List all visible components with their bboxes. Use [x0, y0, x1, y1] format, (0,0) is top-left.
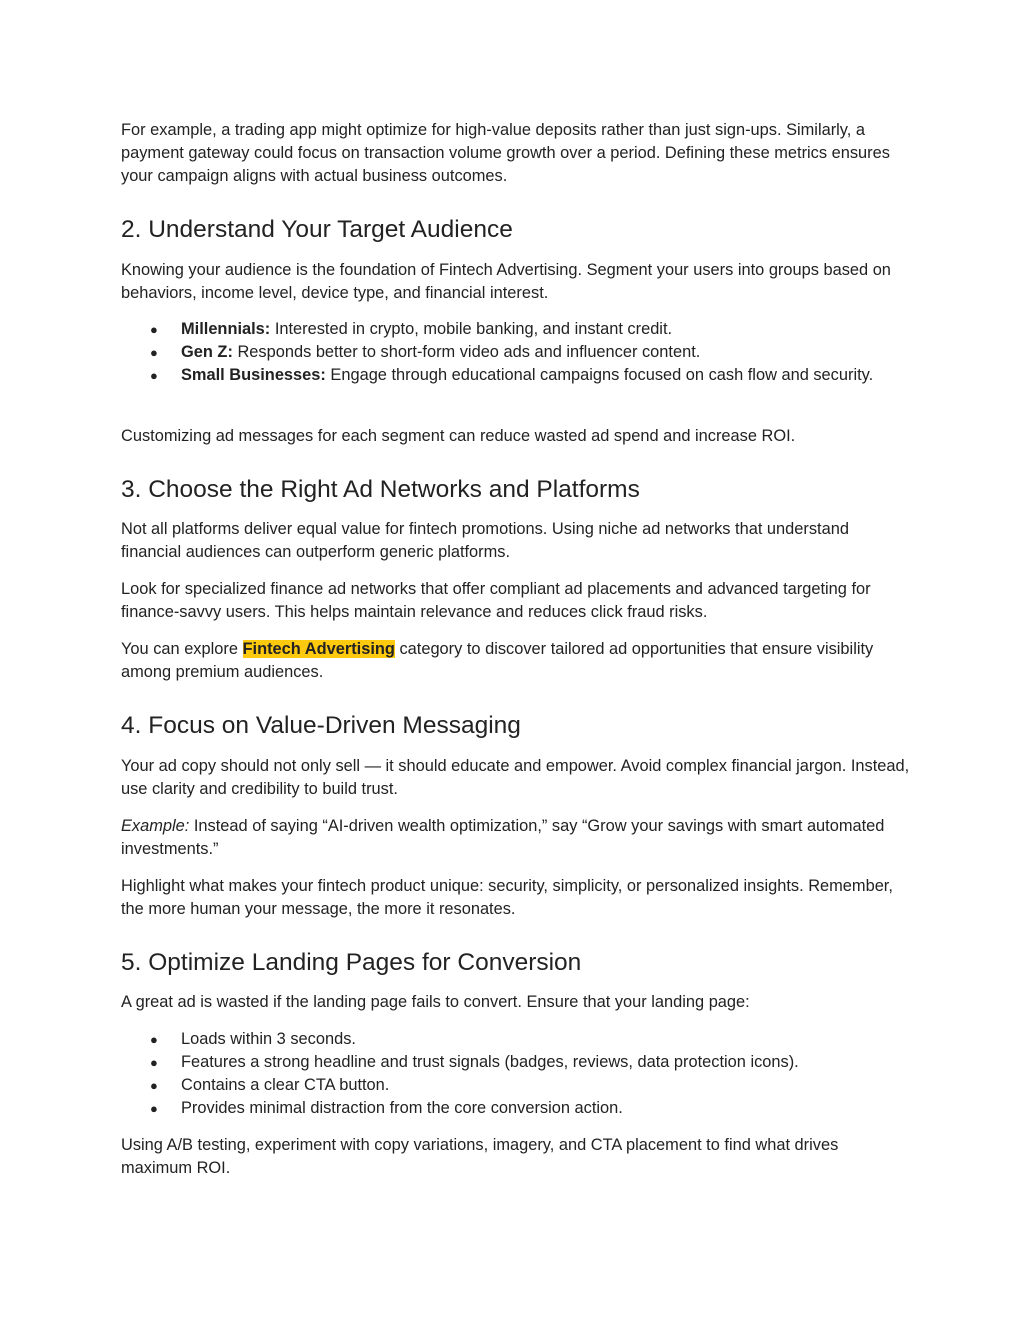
- section-3-paragraph-3: [121, 638, 911, 684]
- audience-list: [121, 318, 911, 387]
- item-text: Interested in crypto, mobile banking, and instant credit.: [270, 320, 673, 338]
- text: You can explore: [121, 640, 243, 658]
- section-4-heading: 4. Focus on Value-Driven Messaging: [121, 712, 521, 739]
- section-5-heading: 5. Optimize Landing Pages for Conversion: [121, 949, 582, 976]
- section-2-paragraph: Knowing your audience is the foundation of Fintech Advertising. Segment your users into groups based on behaviors, income level, device type, and financial interest.: [121, 261, 891, 302]
- item-label: Millennials:: [181, 320, 271, 338]
- list-item: [121, 364, 911, 387]
- section-2-closing: Customizing ad messages for each segment can reduce wasted ad spend and increase ROI.: [121, 427, 796, 445]
- fintech-advertising-link[interactable]: Fintech Advertising: [242, 640, 395, 658]
- list-item: [121, 318, 911, 341]
- section-2-heading: 2. Understand Your Target Audience: [121, 216, 513, 243]
- item-label: Gen Z:: [181, 343, 233, 361]
- item-text: Responds better to short-form video ads and influencer content.: [232, 343, 701, 361]
- item-label: Small Businesses:: [181, 366, 326, 384]
- intro-paragraph: For example, a trading app might optimize for high-value deposits rather than just sign-ups. Similarly, a payment gateway could focus on transaction volume growth over a period. Defining these metrics ensures your campaign aligns with actual business outcomes.: [121, 121, 890, 185]
- section-4-paragraph-3: Highlight what makes your fintech product unique: security, simplicity, or personalized insights. Remember, the more human your message, the more it resonates.: [121, 877, 893, 918]
- list-item: ● Provides minimal distraction from the core conversion action.: [121, 1097, 911, 1120]
- section-4-example: [121, 815, 911, 861]
- list-item: ● Features a strong headline and trust signals (badges, reviews, data protection icons).: [121, 1051, 911, 1074]
- example-text: Instead of saying “AI-driven wealth optimization,” say “Grow your savings with smart automated investments.”: [121, 817, 885, 858]
- section-5-closing: Using A/B testing, experiment with copy variations, imagery, and CTA placement to find what drives maximum ROI.: [121, 1136, 839, 1177]
- section-4-paragraph-1: Your ad copy should not only sell — it should educate and empower. Avoid complex financial jargon. Instead, use clarity and credibility to build trust.: [121, 757, 910, 798]
- section-5-paragraph-1: A great ad is wasted if the landing page fails to convert. Ensure that your landing page:: [121, 993, 750, 1011]
- list-item: ● Loads within 3 seconds.: [121, 1028, 911, 1051]
- item-text: Engage through educational campaigns focused on cash flow and security.: [325, 366, 874, 384]
- section-3-paragraph-2: Look for specialized finance ad networks that offer compliant ad placements and advanced targeting for finance-savvy users. This helps maintain relevance and reduces click fraud risks.: [121, 580, 871, 621]
- section-3-heading: 3. Choose the Right Ad Networks and Platforms: [121, 476, 640, 503]
- text: category to discover tailored ad opportunities that ensure visibility among premium audiences.: [121, 640, 874, 681]
- example-label: Example:: [121, 817, 190, 835]
- landing-page-list: [121, 1028, 911, 1120]
- list-item: ● Contains a clear CTA button.: [121, 1074, 911, 1097]
- section-3-paragraph-1: Not all platforms deliver equal value for fintech promotions. Using niche ad networks that understand financial audiences can outperform generic platforms.: [121, 520, 849, 561]
- list-item: [121, 341, 911, 364]
